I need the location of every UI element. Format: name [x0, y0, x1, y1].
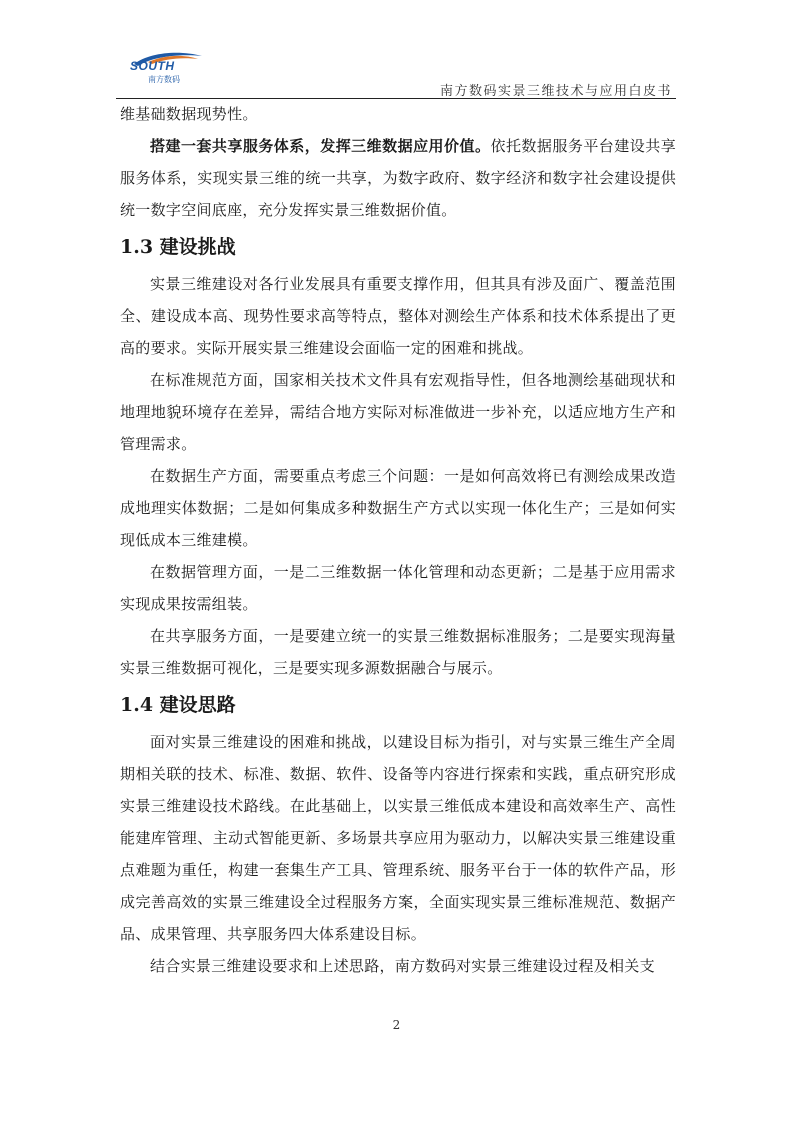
logo-text-cn: 南方数码: [148, 75, 180, 84]
paragraph-2-bold-lead: 搭建一套共享服务体系，发挥三维数据应用价值。: [150, 137, 491, 155]
page-number: 2: [392, 1018, 401, 1032]
paragraph-5: 在数据生产方面，需要重点考虑三个问题：一是如何高效将已有测绘成果改造成地理实体数据；二是如何集成多种数据生产方式以实现一体化生产；三是如何实现低成本三维建模。: [120, 467, 676, 549]
section-heading-1-3: 1.3 建设挑战: [120, 236, 236, 258]
paragraph-9: 结合实景三维建设要求和上述思路，南方数码对实景三维建设过程及相关支: [150, 957, 655, 975]
paragraph-6: 在数据管理方面，一是二三维数据一体化管理和动态更新；二是基于应用需求实现成果按需组装。: [120, 563, 676, 613]
paragraph-1: 维基础数据现势性。: [120, 105, 258, 123]
section-heading-1-4: 1.4 建设思路: [120, 694, 236, 716]
body-content: [120, 98, 676, 982]
logo-text: SOUTH: [130, 59, 175, 73]
paragraph-2: [120, 130, 676, 226]
paragraph-7: 在共享服务方面，一是要建立统一的实景三维数据标准服务；二是要实现海量实景三维数据可视化，三是要实现多源数据融合与展示。: [120, 627, 676, 677]
paragraph-3: 实景三维建设对各行业发展具有重要支撑作用，但其具有涉及面广、覆盖范围全、建设成本高、现势性要求高等特点，整体对测绘生产体系和技术体系提出了更高的要求。实际开展实景三维建设会面临一定的困难和挑战。: [120, 275, 676, 357]
header-title: 南方数码实景三维技术与应用白皮书: [439, 84, 672, 99]
page-header: [116, 40, 676, 100]
company-logo: [128, 50, 204, 84]
paragraph-2-text: 依托数据服务平台建设共享服务体系，实现实景三维的统一共享，为数字政府、数字经济和数字社会建设提供统一数字空间底座，充分发挥实景三维数据价值。: [120, 137, 676, 219]
paragraph-4: 在标准规范方面，国家相关技术文件具有宏观指导性，但各地测绘基础现状和地理地貌环境存在差异，需结合地方实际对标准做进一步补充，以适应地方生产和管理需求。: [120, 371, 676, 453]
paragraph-8: 面对实景三维建设的困难和挑战，以建设目标为指引，对与实景三维生产全周期相关联的技术、标准、数据、软件、设备等内容进行探索和实践，重点研究形成实景三维建设技术路线。在此基础上，以实景三维低成本建设和高效率生产、高性能建库管理、主动式智能更新、多场景共享应用为驱动力，以解决实景三维建设重点难题为重任，构建一套集生产工具、管理系统、服务平台于一体的软件产品，形成完善高效的实景三维建设全过程服务方案，全面实现实景三维标准规范、数据产品、成果管理、共享服务四大体系建设目标。: [120, 733, 676, 943]
